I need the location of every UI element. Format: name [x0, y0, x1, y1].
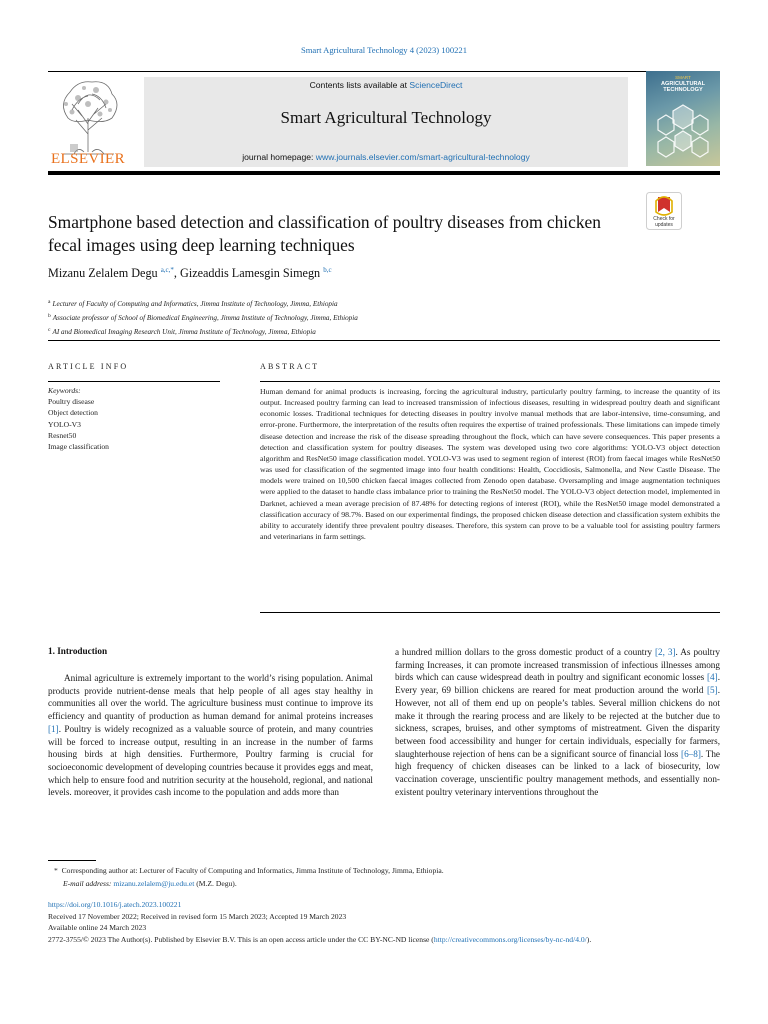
header-top-rule	[48, 71, 720, 72]
sciencedirect-link[interactable]: ScienceDirect	[409, 80, 463, 90]
cover-title-small: SMART	[675, 75, 691, 80]
available-online: Available online 24 March 2023	[48, 923, 147, 933]
contents-prefix: Contents lists available at	[309, 80, 410, 90]
intro-column-right	[395, 646, 720, 798]
affiliation-text: Associate professor of School of Biomedical Engineering, Jimma Institute of Technology, Jimma, Ethiopia	[52, 314, 358, 322]
affiliations	[48, 296, 358, 338]
license-link[interactable]: http://creativecommons.org/licenses/by-nc-nd/4.0/	[433, 934, 587, 944]
footnote-rule	[48, 860, 96, 861]
article-info-heading: ARTICLE INFO	[48, 362, 129, 371]
check-updates-line2: updates	[655, 222, 673, 228]
intro-text: . Every year, 69 billion chickens are reared for meat production around the world	[395, 672, 720, 696]
abstract-rule	[260, 381, 720, 382]
contents-available-line	[144, 80, 628, 90]
journal-homepage-line	[144, 152, 628, 162]
license-line	[48, 934, 720, 946]
affiliation-b	[48, 310, 358, 324]
cover-hexagon-graphic	[646, 71, 720, 166]
affiliation-a	[48, 296, 358, 310]
keywords-label: Keywords:	[48, 386, 81, 395]
article-info-rule	[48, 381, 220, 382]
affiliation-mark: c	[48, 327, 51, 333]
affiliation-text: Lecturer of Faculty of Computing and Informatics, Jimma Institute of Technology, Jimma, Ethiopia	[52, 300, 338, 308]
author-2-affil-marks[interactable]: b,c	[323, 266, 332, 274]
front-matter-rule	[48, 340, 720, 341]
cover-title-line1: AGRICULTURAL	[660, 81, 706, 88]
keywords-list	[48, 385, 109, 452]
abstract-text: Human demand for animal products is increasing, forcing the agricultural industry, particularly poultry farming, to increase the quantity of its output. Increased poultry farming can lead to increased transmission of infectious diseases, resulting in widespread poultry death and significant economic losses. Traditional techniques for detecting diseases in poultry involve manual methods that are labor-intensive, time-consuming, and error-prone. Furthermore, the interpretation of the results often requires the expertise of trained professionals. These limitations can impede timely disease detection and increase the risk of the disease spreading throughout the flock, which can have severe consequences. This paper presents a detection and classification system for poultry diseases. The system was developed using two core algorithms: YOLO-V3 object detection algorithm and ResNet50 image classification model. YOLO-V3 was used to segment region of interest (ROI) from faecal images while ResNet50 was used for classification of the segmented image into four health conditions: Health, Coccidiosis, Salmonella, and New Castle Disease. The models were trained on 10,500 chicken faecal images collected from Zenodo open database. Oversampling and image augmentation techniques were applied to the dataset to handle class imbalance prior to training the ResNet50 model. The YOLO-V3 object detection model, implemented in Darknet, achieved a mean average precision of 87.48% for detecting regions of interest (ROI), while the ResNet50 image model demonstrated a classification accuracy of 98.7%. Based on our experimental findings, the proposed chicken disease detection and classification system exhibits the ability to accurately identify three prevalent poultry diseases. Therefore, this system can prove to be a valuable tool for assisting poultry farmers and veterinarians in farm settings.	[260, 387, 720, 542]
header-bottom-rule	[48, 171, 720, 175]
received-dates: Received 17 November 2022; Received in revised form 15 March 2023; Accepted 19 March 2023	[48, 911, 347, 921]
introduction-heading: 1. Introduction	[48, 646, 108, 656]
article-title: Smartphone based detection and classification of poultry diseases from chicken fecal images using deep learning techniques	[48, 212, 601, 255]
keyword-item: YOLO-V3	[48, 419, 81, 429]
intro-text: a hundred million dollars to the gross domestic product of a country	[395, 647, 655, 657]
intro-text: . However, not all of them end up on people’s tables. Several million chickens do not make it through the rearing process and are likely to be rejected at the butcher due to sickness, scrapes, bruises, and other symptoms of mistreatment. Given the disparity between food accessibility and hunger for certain individuals, especially for farmers, slaughterhouse rejection of hens can be a significant source of financial loss	[395, 685, 720, 759]
email-label: E-mail address:	[63, 879, 114, 888]
journal-cover-thumbnail[interactable]	[646, 71, 720, 166]
email-note	[63, 879, 237, 888]
intro-column-left	[48, 672, 373, 799]
footnote-star: *	[54, 866, 58, 875]
affiliation-mark: b	[48, 313, 51, 319]
author-email-link[interactable]: mizanu.zelalem@ju.edu.et	[113, 879, 195, 888]
abstract-bottom-rule	[260, 612, 720, 613]
journal-citation[interactable]: Smart Agricultural Technology 4 (2023) 100221	[300, 45, 468, 55]
corresponding-author-note	[54, 866, 444, 875]
reference-link[interactable]: [4]	[706, 672, 718, 683]
license-prefix: 2772-3755/© 2023 The Author(s). Published by Elsevier B.V. This is an open access article under the CC BY-NC-ND license (	[48, 934, 434, 944]
homepage-prefix: journal homepage:	[242, 152, 316, 162]
abstract-heading: ABSTRACT	[260, 362, 320, 371]
elsevier-wordmark: ELSEVIER	[50, 151, 126, 167]
keyword-item: Object detection	[48, 408, 98, 418]
journal-homepage-link[interactable]: www.journals.elsevier.com/smart-agricultural-technology	[315, 152, 530, 162]
author-1-affil-marks[interactable]: a,c,*	[160, 266, 174, 274]
email-suffix: (M.Z. Degu).	[194, 879, 237, 888]
affiliation-mark: a	[48, 299, 51, 305]
intro-text: Animal agriculture is extremely important to the world’s rising population. Animal products provide nutrient-dense meals that help people of all ages stay healthy in communities all over the world. The agriculture business must continue to improve its efficiency and quantity of production as human demand for animal proteins increases	[48, 673, 373, 722]
affiliation-c	[48, 324, 358, 338]
intro-text: . Poultry is widely recognized as a valuable source of protein, and many countries will be forced to increase output, resulting in an increase in the number of farms housing birds at high densities. Furthermore, Poultry farming is crucial for socioeconomic development of developing countries because it provides eggs and meat, which help to ensure food and nutrition security at the household, regional, and national levels. moreover, it provides cash income to the population and adds more than	[48, 723, 373, 798]
reference-link[interactable]: [6–8]	[681, 748, 701, 759]
corresponding-text: Corresponding author at: Lecturer of Faculty of Computing and Informatics, Jimma Institute of Technology, Jimma, Ethiopia.	[61, 866, 444, 875]
reference-link[interactable]: [1]	[48, 723, 59, 734]
author-1: Mizanu Zelalem Degu	[48, 266, 158, 280]
intro-text: . The high frequency of chicken diseases can be linked to a lack of biosecurity, low vaccination coverage, unscientific poultry management methods, and essentially non-existent poultry veterinary interventions throughout the	[395, 748, 720, 797]
reference-link[interactable]: [5]	[706, 685, 718, 696]
reference-link[interactable]: [2, 3]	[654, 647, 676, 657]
author-separator: ,	[173, 266, 181, 280]
doi-link[interactable]: https://doi.org/10.1016/j.atech.2023.100221	[48, 900, 182, 909]
publication-info	[48, 899, 720, 945]
check-for-updates-icon[interactable]	[646, 192, 682, 230]
affiliation-text: AI and Biomedical Imaging Research Unit, Jimma Institute of Technology, Jimma, Ethiopia	[52, 328, 316, 336]
cover-title-line2: TECHNOLOGY	[663, 87, 703, 94]
license-suffix: ).	[586, 934, 592, 944]
author-line	[48, 266, 332, 281]
keyword-item: Resnet50	[48, 430, 77, 440]
journal-name: Smart Agricultural Technology	[280, 108, 492, 127]
check-updates-line1: Check for	[653, 216, 675, 222]
keyword-item: Image classification	[48, 442, 109, 452]
keyword-item: Poultry disease	[48, 397, 95, 407]
author-2: Gizeaddis Lamesgin Simegn	[180, 266, 321, 280]
intro-text: . As poultry farming Increases, it can promote increased transmission of infectious illnesses among birds which can cause widespread death in poultry and significant economic losses	[395, 647, 720, 683]
